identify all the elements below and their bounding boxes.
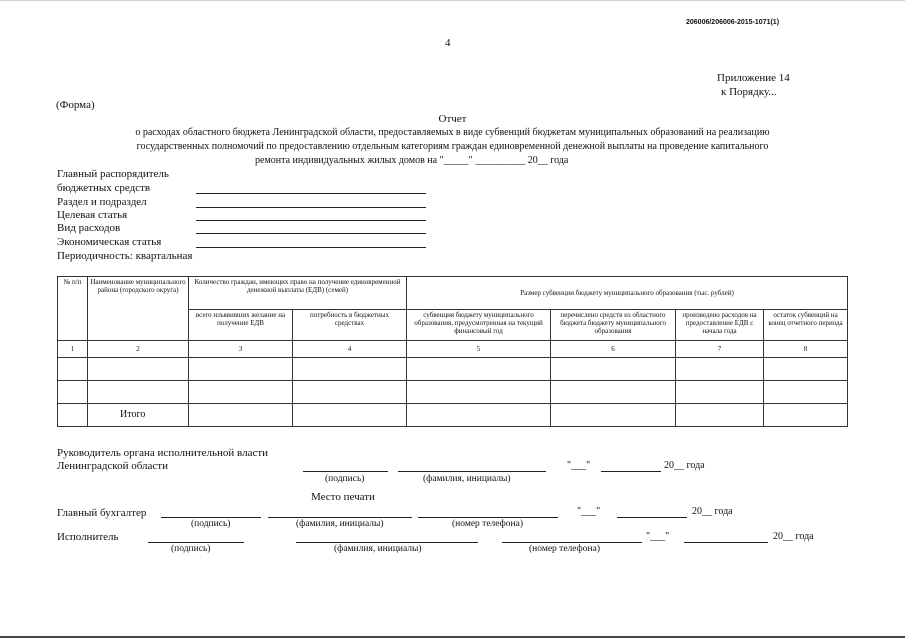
accountant-phone-line[interactable]	[418, 517, 558, 518]
header-citizens-total: всего изъявивших желание на получение ЕДВ	[189, 310, 293, 341]
field-section-label: Раздел и подраздел	[57, 196, 147, 208]
table-cell[interactable]	[58, 381, 88, 404]
accountant-label: Главный бухгалтер	[57, 507, 147, 519]
header-subvention-spent: произведено расходов на предоставление ЕДВ с начала года	[676, 310, 764, 341]
executor-signature-line[interactable]	[148, 542, 244, 543]
executor-name-caption: (фамилия, инициалы)	[334, 544, 422, 554]
table-cell[interactable]	[293, 358, 407, 381]
field-target-article-line[interactable]	[196, 220, 426, 221]
head-date-month-line[interactable]	[601, 471, 661, 472]
accountant-date-year: 20__ года	[692, 506, 733, 517]
table-cell[interactable]	[676, 404, 764, 427]
table-cell[interactable]	[58, 404, 88, 427]
report-title: Отчет	[438, 113, 467, 125]
head-title-line1: Руководитель органа исполнительной власти	[57, 447, 269, 459]
header-subvention-planned: субвенция бюджету муниципального образования, предусмотренная на текущий финансовый год	[407, 310, 551, 341]
scan-top-edge	[0, 0, 905, 1]
report-subtitle-line3: ремонта индивидуальных жилых домов на "_____" __________ 20__ года	[255, 155, 569, 166]
table-cell[interactable]	[407, 381, 551, 404]
accountant-date-month-line[interactable]	[617, 517, 687, 518]
column-number: 1	[58, 341, 88, 358]
header-subvention-transferred: перечислено средств из областного бюджета бюджету муниципального образования	[551, 310, 676, 341]
header-municipality: Наименование муниципального района (городского округа)	[88, 277, 189, 341]
total-label: Итого	[88, 404, 189, 427]
table-cell[interactable]	[676, 358, 764, 381]
table-cell[interactable]	[407, 358, 551, 381]
executor-date-month-line[interactable]	[684, 542, 768, 543]
header-citizens-need: потребность в бюджетных средствах	[293, 310, 407, 341]
table-total-row	[58, 404, 848, 427]
table-cell[interactable]	[88, 381, 189, 404]
head-name-line[interactable]	[398, 471, 546, 472]
table-cell[interactable]	[189, 358, 293, 381]
document-id: 206006/206006-2015-1071(1)	[686, 19, 780, 26]
table-cell[interactable]	[189, 404, 293, 427]
appendix-title: Приложение 14	[717, 72, 790, 84]
table-cell[interactable]	[551, 381, 676, 404]
table-cell[interactable]	[764, 404, 848, 427]
column-number: 8	[764, 341, 848, 358]
column-number: 2	[88, 341, 189, 358]
report-table	[57, 276, 848, 427]
table-cell[interactable]	[407, 404, 551, 427]
head-date-day: "___"	[567, 460, 591, 471]
accountant-phone-caption: (номер телефона)	[452, 519, 523, 529]
scan-bottom-edge	[0, 636, 905, 638]
header-number: № п/п	[58, 277, 88, 341]
header-subvention-remaining: остаток субвенций на конец отчетного периода	[764, 310, 848, 341]
table-cell[interactable]	[551, 358, 676, 381]
table-cell[interactable]	[293, 404, 407, 427]
table-row	[58, 381, 848, 404]
accountant-name-line[interactable]	[268, 517, 412, 518]
executor-name-line[interactable]	[296, 542, 478, 543]
accountant-signature-caption: (подпись)	[191, 519, 231, 529]
executor-date-day: "___"	[646, 531, 670, 542]
report-subtitle-line1: о расходах областного бюджета Ленинградской области, предоставляемых в виде субвенций бюджетам муниципальных образований на реализацию	[135, 127, 770, 138]
field-section-line[interactable]	[196, 207, 426, 208]
field-chief-manager-line[interactable]	[196, 193, 426, 194]
field-target-article-label: Целевая статья	[57, 209, 128, 221]
header-citizens-group: Количество граждан, имеющих право на получение единовременной денежной выплаты (ЕДВ) (семей)	[189, 277, 407, 310]
executor-phone-line[interactable]	[502, 542, 642, 543]
executor-date-year: 20__ года	[773, 531, 814, 542]
appendix-reference: к Порядку...	[721, 86, 777, 98]
page-number: 4	[445, 37, 451, 49]
head-title-line2: Ленинградской области	[57, 460, 168, 472]
field-economic-article-label: Экономическая статья	[57, 236, 162, 248]
field-periodicity: Периодичность: квартальная	[57, 250, 193, 262]
seal-place: Место печати	[311, 491, 375, 503]
column-number: 5	[407, 341, 551, 358]
table-cell[interactable]	[88, 358, 189, 381]
table-cell[interactable]	[551, 404, 676, 427]
head-date-year: 20__ года	[664, 460, 705, 471]
executor-phone-caption: (номер телефона)	[529, 544, 600, 554]
head-signature-caption: (подпись)	[325, 474, 365, 484]
table-cell[interactable]	[676, 381, 764, 404]
header-subvention-group: Размер субвенции бюджету муниципального образования (тыс. рублей)	[407, 277, 848, 310]
report-subtitle-line2: государственных полномочий по предоставлению отдельным категориям граждан единовременной денежной выплаты на проведение капитального	[136, 141, 769, 152]
column-number: 7	[676, 341, 764, 358]
column-number: 4	[293, 341, 407, 358]
table-cell[interactable]	[764, 358, 848, 381]
table-cell[interactable]	[58, 358, 88, 381]
table-cell[interactable]	[189, 381, 293, 404]
field-chief-manager-label: Главный распорядитель	[57, 168, 169, 180]
table-cell[interactable]	[764, 381, 848, 404]
column-number: 3	[189, 341, 293, 358]
field-expense-type-label: Вид расходов	[57, 222, 121, 234]
accountant-signature-line[interactable]	[161, 517, 261, 518]
form-label: (Форма)	[56, 99, 95, 111]
field-budget-funds-label: бюджетных средств	[57, 182, 151, 194]
accountant-name-caption: (фамилия, инициалы)	[296, 519, 384, 529]
table-cell[interactable]	[293, 381, 407, 404]
executor-label: Исполнитель	[57, 531, 119, 543]
head-signature-line[interactable]	[303, 471, 388, 472]
executor-signature-caption: (подпись)	[171, 544, 211, 554]
field-expense-type-line[interactable]	[196, 233, 426, 234]
column-number: 6	[551, 341, 676, 358]
head-name-caption: (фамилия, инициалы)	[423, 474, 511, 484]
table-row	[58, 358, 848, 381]
accountant-date-day: "___"	[577, 506, 601, 517]
field-economic-article-line[interactable]	[196, 247, 426, 248]
